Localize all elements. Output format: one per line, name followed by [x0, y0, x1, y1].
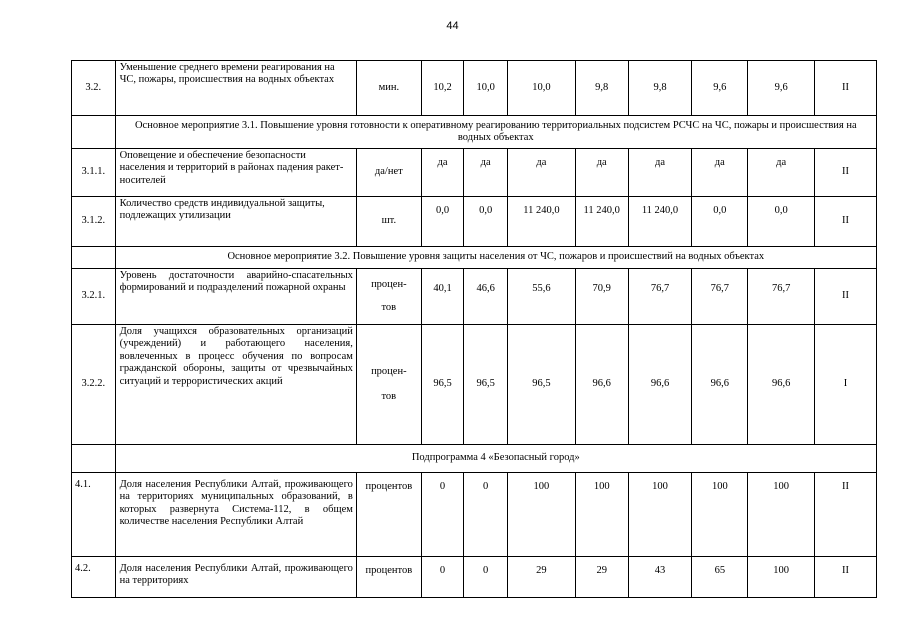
- value-cell: 11 240,0: [575, 197, 628, 247]
- indicator-description: Доля населения Республики Алтай, проживающего на территориях: [115, 557, 356, 598]
- value-cell: 40,1: [421, 269, 464, 325]
- indicator-description: Количество средств индивидуальной защиты, подлежащих утилизации: [115, 197, 356, 247]
- value-cell: 96,5: [421, 325, 464, 445]
- row-number: 3.2.: [72, 61, 116, 116]
- value-cell: 0,0: [748, 197, 815, 247]
- value-cell: 100: [628, 473, 692, 557]
- value-cell: 29: [575, 557, 628, 598]
- indicator-description: Доля населения Республики Алтай, проживающего на территориях муниципальных образований, в которых развернута Система-112, в общем количестве населения Республики Алтай: [115, 473, 356, 557]
- value-cell: 55,6: [507, 269, 575, 325]
- indicator-description: Уменьшение среднего времени реагирования на ЧС, пожары, происшествия на водных объектах: [115, 61, 356, 116]
- value-cell: 0: [464, 557, 508, 598]
- value-cell: 0,0: [421, 197, 464, 247]
- table-row-4-1: [72, 473, 877, 557]
- value-cell: 9,6: [748, 61, 815, 116]
- value-cell: 10,2: [421, 61, 464, 116]
- unit-part: тов: [381, 301, 397, 313]
- value-cell: да: [421, 149, 464, 197]
- value-cell: 96,6: [692, 325, 748, 445]
- indicator-unit: процентов: [356, 473, 421, 557]
- empty-cell: [72, 247, 116, 269]
- value-cell: да: [692, 149, 748, 197]
- indicator-description: Оповещение и обеспечение безопасности населения и территорий в районах падения ракет-носителей: [115, 149, 356, 197]
- indicator-unit: процентов: [356, 557, 421, 598]
- value-cell: 100: [692, 473, 748, 557]
- row-number: 3.2.2.: [72, 325, 116, 445]
- value-cell: 43: [628, 557, 692, 598]
- value-cell: да: [628, 149, 692, 197]
- indicators-table: [71, 60, 877, 598]
- indicator-description: Уровень достаточности аварийно-спасательных формирований и подразделений пожарной охраны: [115, 269, 356, 325]
- value-cell: да: [748, 149, 815, 197]
- value-cell: 76,7: [628, 269, 692, 325]
- value-cell: 100: [748, 557, 815, 598]
- subprogram-heading-row: [72, 445, 877, 473]
- value-cell: 0: [464, 473, 508, 557]
- value-cell: 96,5: [507, 325, 575, 445]
- empty-cell: [72, 445, 116, 473]
- value-cell: 9,6: [692, 61, 748, 116]
- indicator-description: Доля учащихся образовательных организаций (учреждений) и работающего населения, вовлеченных в процесс обучения по вопросам гражданской обороны, защиты от чрезвычайных ситуаций и террористических акций: [115, 325, 356, 445]
- value-cell: да: [507, 149, 575, 197]
- category-cell: I: [815, 325, 877, 445]
- category-cell: II: [815, 269, 877, 325]
- section-heading: Основное мероприятие 3.2. Повышение уровня защиты населения от ЧС, пожаров и происшествий на водных объектах: [115, 247, 876, 269]
- unit-part: тов: [381, 390, 397, 402]
- value-cell: 10,0: [464, 61, 508, 116]
- page-number: 44: [446, 20, 459, 32]
- unit-part: процен-: [371, 366, 407, 378]
- table-row-3-2-2: [72, 325, 877, 445]
- value-cell: 11 240,0: [628, 197, 692, 247]
- table-row-3-2-1: [72, 269, 877, 325]
- value-cell: 46,6: [464, 269, 508, 325]
- section-heading: Основное мероприятие 3.1. Повышение уровня готовности к оперативному реагированию территориальных подсистем РСЧС на ЧС, пожары и происшествия на водных объектах: [115, 116, 876, 149]
- table-row-3-1-1: [72, 149, 877, 197]
- row-number: 3.1.2.: [72, 197, 116, 247]
- row-number: 3.1.1.: [72, 149, 116, 197]
- value-cell: 96,6: [628, 325, 692, 445]
- value-cell: 96,6: [748, 325, 815, 445]
- value-cell: да: [575, 149, 628, 197]
- value-cell: 0: [421, 473, 464, 557]
- value-cell: 0: [421, 557, 464, 598]
- value-cell: 70,9: [575, 269, 628, 325]
- value-cell: да: [464, 149, 508, 197]
- value-cell: 100: [507, 473, 575, 557]
- value-cell: 76,7: [748, 269, 815, 325]
- category-cell: II: [815, 149, 877, 197]
- unit-part: процен-: [371, 279, 407, 291]
- value-cell: 29: [507, 557, 575, 598]
- row-number: 4.2.: [72, 557, 116, 598]
- table-row-3-2: [72, 61, 877, 116]
- indicator-unit: да/нет: [356, 149, 421, 197]
- indicator-unit: [356, 325, 421, 445]
- row-number: 4.1.: [72, 473, 116, 557]
- category-cell: II: [815, 557, 877, 598]
- empty-cell: [72, 116, 116, 149]
- section-heading-row: [72, 116, 877, 149]
- value-cell: 96,6: [575, 325, 628, 445]
- value-cell: 65: [692, 557, 748, 598]
- indicator-unit: мин.: [356, 61, 421, 116]
- value-cell: 96,5: [464, 325, 508, 445]
- subprogram-heading: Подпрограмма 4 «Безопасный город»: [115, 445, 876, 473]
- value-cell: 100: [575, 473, 628, 557]
- value-cell: 0,0: [692, 197, 748, 247]
- value-cell: 9,8: [628, 61, 692, 116]
- indicator-unit: [356, 269, 421, 325]
- category-cell: II: [815, 473, 877, 557]
- indicator-unit: шт.: [356, 197, 421, 247]
- value-cell: 76,7: [692, 269, 748, 325]
- section-heading-row: [72, 247, 877, 269]
- table-row-3-1-2: [72, 197, 877, 247]
- value-cell: 9,8: [575, 61, 628, 116]
- value-cell: 11 240,0: [507, 197, 575, 247]
- value-cell: 100: [748, 473, 815, 557]
- value-cell: 10,0: [507, 61, 575, 116]
- category-cell: II: [815, 61, 877, 116]
- value-cell: 0,0: [464, 197, 508, 247]
- table-row-4-2: [72, 557, 877, 598]
- row-number: 3.2.1.: [72, 269, 116, 325]
- category-cell: II: [815, 197, 877, 247]
